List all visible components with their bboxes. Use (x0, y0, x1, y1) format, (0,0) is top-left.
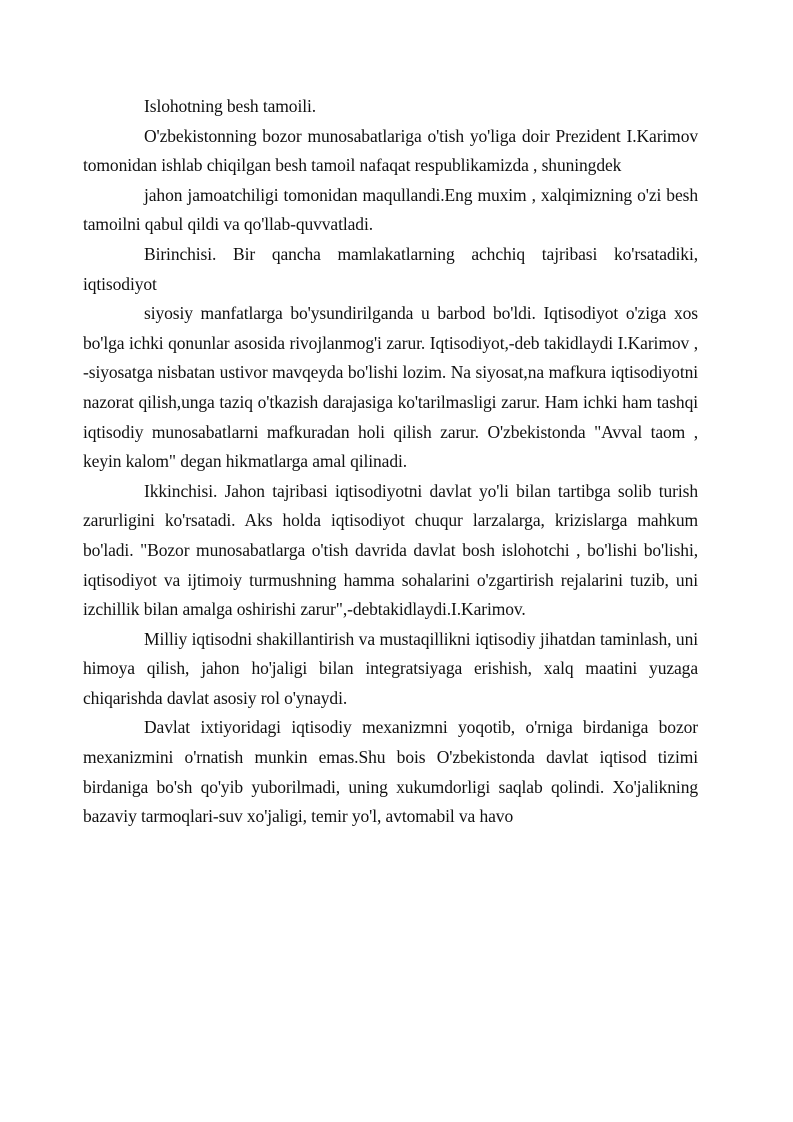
document-body (83, 92, 698, 832)
national-economy-paragraph: Milliy iqtisodni shakillantirish va mustaqillikni iqtisodiy jihatdan taminlash, uni himoya qilish, jahon ho'jaligi bilan integratsiyaga erishish, xalq maatini yuzaga chiqarishda davlat asosiy rol o'ynaydi. (83, 628, 698, 708)
second-principle-paragraph: Ikkinchisi. Jahon tajribasi iqtisodiyotni davlat yo'li bilan tartibga solib turish zarurligini ko'rsatadi. Aks holda iqtisodiyot chuqur larzalarga, krizislarga mahkum bo'ladi. "Bozor munosabatlarga o'tish davrida davlat bosh islohotchi , bo'lishi bo'lishi, iqtisodiyot va ijtimoiy turmushning hamma sohalarini o'zgartirish rejalarini tuzib, uni izchillik bilan amalga oshirishi zarur",-debtakidlaydi.I.Karimov. (83, 480, 698, 620)
first-principle-continuation-paragraph: siyosiy manfatlarga bo'ysundirilganda u barbod bo'ldi. Iqtisodiyot o'ziga xos bo'lga ichki qonunlar asosida rivojlanmog'i zarur. Iqtisodiyot,-deb takidlaydi I.Karimov , -siyosatga nisbatan ustivor mavqeyda bo'lishi lozim. Na siyosat,na mafkura iqtisodiyotni nazorat qilish,unga taziq o'tkazish darajasiga ko'tarilmasligi zarur. Ham ichki ham tashqi iqtisodiy munosabatlarni mafkuradan holi qilish zarur. O'zbekistonda "Avval taom , keyin kalom" degan hikmatlarga amal qilinadi. (83, 303, 698, 472)
heading-paragraph: Islohotning besh tamoili. (144, 96, 317, 116)
state-mechanism-paragraph: Davlat ixtiyoridagi iqtisodiy mexanizmni yoqotib, o'rniga birdaniga bozor mexanizmini o'rnatish munkin emas.Shu bois O'zbekistonda davlat iqtisod tizimi birdaniga bo'sh qo'yib yuborilmadi, uning xukumdorligi saqlab qolindi. Xo'jalikning bazaviy tarmoqlari-suv xo'jaligi, temir yo'l, avtomabil va havo (83, 717, 698, 827)
intro-paragraph: O'zbekistonning bozor munosabatlariga o'tish yo'liga doir Prezident I.Karimov tomonidan ishlab chiqilgan besh tamoil nafaqat respublikamizda , shuningdek (83, 125, 698, 176)
intro-continuation-paragraph: jahon jamoatchiligi tomonidan maqullandi.Eng muxim , xalqimizning o'zi besh tamoilni qabul qildi va qo'llab-quvvatladi. (83, 184, 698, 235)
first-principle-paragraph: Birinchisi. Bir qancha mamlakatlarning achchiq tajribasi ko'rsatadiki, iqtisodiyot (83, 243, 698, 294)
